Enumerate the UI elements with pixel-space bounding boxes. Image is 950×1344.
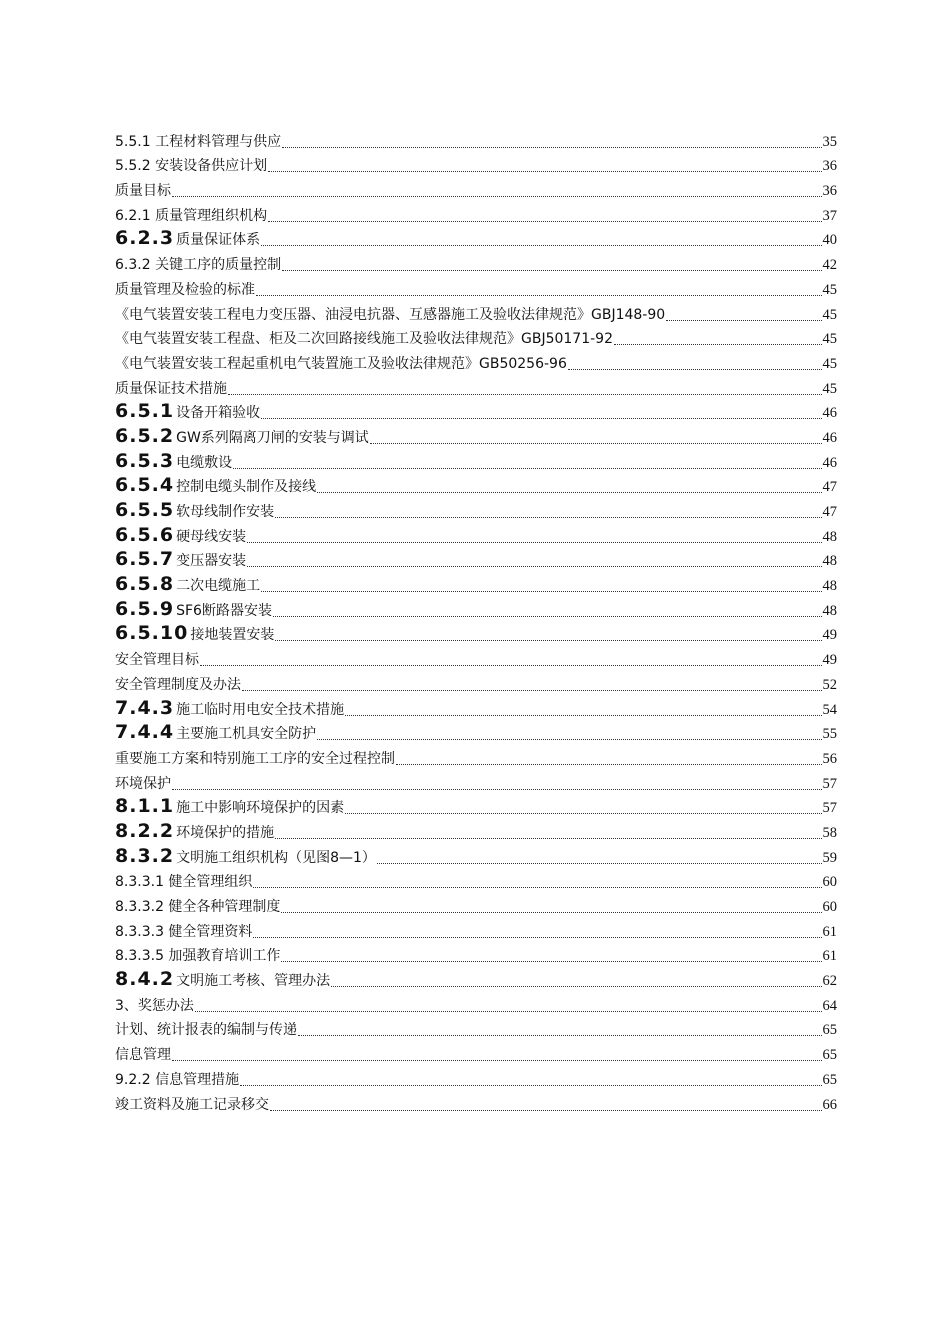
toc-entry-page-number: 48: [822, 528, 837, 545]
toc-entry-text: 8.3.3.1 健全管理组织: [115, 874, 253, 891]
dot-leader: [261, 591, 821, 592]
toc-entry-number: 6.5.1: [115, 400, 175, 423]
toc-entry[interactable]: [115, 325, 837, 350]
toc-entry-title: [115, 132, 281, 152]
toc-entry-page-number: 42: [822, 257, 837, 274]
toc-entry-title: [115, 451, 232, 473]
dot-leader: [261, 418, 821, 419]
toc-entry-page-number: 58: [822, 824, 837, 841]
dot-leader: [396, 764, 822, 765]
dot-leader: [345, 813, 821, 814]
toc-entry-page-number: 54: [822, 701, 837, 718]
toc-entry-title: [115, 922, 252, 942]
toc-entry[interactable]: [115, 152, 837, 177]
toc-entry-title: [115, 623, 274, 645]
toc-entry-title: [115, 354, 567, 374]
toc-entry-page-number: 48: [822, 578, 837, 595]
toc-entry-page-number: 64: [822, 997, 837, 1014]
toc-entry-page-number: 40: [822, 232, 837, 249]
toc-entry-page-number: 46: [822, 405, 837, 422]
toc-entry-title: [115, 280, 255, 300]
toc-entry-title: [115, 897, 280, 917]
toc-entry-page-number: 52: [822, 676, 837, 693]
toc-entry[interactable]: [115, 1090, 837, 1115]
toc-entry-text: 主要施工机具安全防护: [176, 726, 317, 743]
dot-leader: [270, 1110, 822, 1111]
dot-leader: [200, 665, 822, 666]
toc-entry-number: 6.5.5: [115, 499, 175, 521]
toc-entry-text: 环境保护: [115, 775, 171, 792]
toc-entry-text: 质量目标: [115, 183, 171, 200]
dot-leader: [240, 1085, 821, 1086]
toc-entry-text: 计划、统计报表的编制与传递: [115, 1022, 297, 1039]
toc-entry[interactable]: [115, 1040, 837, 1065]
toc-entry-text: 电缆敷设: [176, 454, 233, 471]
toc-entry-page-number: 47: [822, 504, 837, 520]
dot-leader: [253, 937, 821, 938]
toc-entry-number: 6.5.3: [115, 449, 175, 472]
toc-entry-text: 安全管理目标: [115, 652, 199, 669]
toc-entry[interactable]: [115, 522, 837, 547]
toc-entry-page-number: 65: [822, 1022, 837, 1039]
toc-entry-title: [115, 1045, 171, 1065]
toc-entry-title: [115, 946, 280, 966]
toc-entry-text: GW系列隔离刀闸的安装与调试: [176, 429, 369, 446]
toc-entry-page-number: 47: [822, 479, 837, 496]
dot-leader: [233, 468, 821, 469]
toc-entry-page-number: 60: [822, 874, 837, 891]
dot-leader: [273, 616, 822, 617]
toc-entry-page-number: 45: [822, 380, 837, 397]
toc-entry-number: 6.5.9: [115, 597, 175, 620]
toc-entry-text: 文明施工考核、管理办法: [176, 973, 331, 990]
dot-leader: [261, 245, 821, 246]
toc-entry-title: [115, 996, 194, 1016]
toc-entry-text: 二次电缆施工: [176, 578, 261, 595]
toc-entry-number: 7.4.4: [115, 721, 175, 744]
dot-leader: [275, 838, 821, 839]
dot-leader: [282, 270, 821, 271]
toc-entry-text: 安全管理制度及办法: [115, 676, 241, 693]
toc-entry[interactable]: [115, 226, 837, 251]
dot-leader: [256, 295, 822, 296]
toc-entry[interactable]: [115, 250, 837, 275]
toc-entry-page-number: 46: [822, 454, 837, 471]
toc-entry-text: 《电气装置安装工程盘、柜及二次回路接线施工及验收法律规范》GBJ50171-92: [115, 331, 613, 348]
toc-entry-text: SF6断路器安装: [176, 602, 272, 619]
toc-entry-number: 6.5.8: [115, 573, 175, 596]
toc-entry[interactable]: [115, 127, 837, 152]
toc-entry-title: [115, 181, 171, 201]
toc-entry-text: 质量管理及检验的标准: [115, 281, 255, 298]
toc-entry-text: 8.3.3.5 加强教育培训工作: [115, 948, 281, 965]
toc-entry-number: 7.4.3: [115, 696, 175, 719]
toc-entry-number: 6.2.3: [115, 227, 175, 250]
toc-entry-page-number: 46: [822, 429, 837, 446]
toc-entry-text: 质量保证技术措施: [115, 380, 227, 397]
toc-entry-page-number: 45: [822, 331, 837, 348]
toc-entry-number: 6.5.4: [115, 474, 175, 497]
dot-leader: [317, 492, 821, 493]
toc-entry-title: [115, 255, 281, 275]
toc-entry[interactable]: [115, 423, 837, 448]
toc-entry[interactable]: [115, 720, 837, 745]
toc-entry-page-number: 45: [822, 306, 837, 323]
toc-entry-text: 文明施工组织机构（见图8—1）: [176, 849, 376, 866]
toc-entry-title: [115, 379, 227, 399]
toc-entry-title: [115, 599, 272, 621]
dot-leader: [172, 196, 822, 197]
toc-entry-number: 6.5.7: [115, 548, 175, 571]
dot-leader: [242, 690, 822, 691]
toc-entry-page-number: 56: [822, 750, 837, 767]
toc-entry[interactable]: [115, 769, 837, 794]
toc-entry[interactable]: [115, 670, 837, 695]
toc-entry-text: 质量保证体系: [176, 232, 261, 249]
toc-entry[interactable]: [115, 374, 837, 399]
dot-leader: [253, 887, 821, 888]
toc-entry[interactable]: [115, 448, 837, 473]
toc-entry-page-number: 37: [822, 207, 837, 224]
dot-leader: [370, 443, 822, 444]
toc-entry[interactable]: [115, 794, 837, 819]
toc-entry-title: [115, 821, 274, 843]
toc-entry[interactable]: [115, 892, 837, 917]
toc-entry-text: 《电气装置安装工程电力变压器、油浸电抗器、互感器施工及验收法律规范》GBJ148-90: [115, 306, 666, 323]
toc-entry[interactable]: [115, 201, 837, 226]
toc-entry-title: [115, 774, 171, 794]
toc-entry-text: 《电气装置安装工程起重机电气装置施工及验收法律规范》GB50256-96: [115, 355, 567, 372]
toc-entry[interactable]: [115, 966, 837, 991]
toc-entry-title: [115, 401, 260, 423]
toc-entry[interactable]: [115, 349, 837, 374]
toc-entry-page-number: 36: [822, 158, 837, 175]
toc-entry-page-number: 36: [822, 183, 837, 200]
toc-entry-text: 9.2.2 信息管理措施: [115, 1071, 240, 1088]
toc-entry-title: [115, 1070, 239, 1090]
dot-leader: [275, 640, 821, 641]
toc-entry-title: [115, 722, 316, 744]
dot-leader: [282, 147, 821, 148]
toc-entry-page-number: 62: [822, 973, 837, 990]
toc-entry-page-number: 57: [822, 800, 837, 817]
toc-entry-title: [115, 305, 665, 325]
toc-entry[interactable]: [115, 843, 837, 868]
toc-entry-title: [115, 1020, 297, 1040]
dot-leader: [195, 1011, 822, 1012]
toc-entry-page-number: 59: [822, 849, 837, 866]
dot-leader: [268, 221, 821, 222]
toc-entry[interactable]: [115, 1016, 837, 1041]
dot-leader: [172, 1060, 822, 1061]
toc-entry-title: [115, 549, 246, 571]
toc-entry-page-number: 55: [822, 726, 837, 743]
toc-entry-text: 接地装置安装: [190, 627, 275, 644]
toc-entry-text: 信息管理: [115, 1047, 171, 1064]
toc-entry-text: 软母线制作安装: [176, 504, 275, 520]
toc-entry-number: 8.2.2: [115, 819, 175, 842]
toc-entry-page-number: 48: [822, 553, 837, 570]
dot-leader: [228, 394, 822, 395]
toc-entry-title: [115, 426, 369, 448]
toc-entry-text: 3、奖惩办法: [115, 997, 194, 1014]
toc-entry-page-number: 48: [822, 602, 837, 619]
toc-entry-title: [115, 525, 246, 547]
toc-entry-page-number: 60: [822, 899, 837, 915]
toc-entry[interactable]: [115, 917, 837, 942]
toc-entry-page-number: 49: [822, 627, 837, 644]
toc-entry[interactable]: [115, 1065, 837, 1090]
toc-entry-text: 变压器安装: [176, 553, 247, 570]
toc-entry-number: 8.1.1: [115, 795, 175, 818]
toc-entry-number: 6.5.6: [115, 523, 175, 546]
toc-entry[interactable]: [115, 300, 837, 325]
dot-leader: [281, 912, 821, 913]
toc-entry-text: 施工中影响环境保护的因素: [176, 800, 345, 817]
dot-leader: [317, 739, 821, 740]
toc-entry-text: 5.5.1 工程材料管理与供应: [115, 133, 282, 150]
toc-entry-page-number: 49: [822, 652, 837, 669]
toc-entry-number: 6.5.10: [115, 622, 189, 645]
toc-entry[interactable]: [115, 399, 837, 424]
toc-entry[interactable]: [115, 818, 837, 843]
toc-entry-page-number: 57: [822, 775, 837, 792]
toc-entry-text: 重要施工方案和特别施工工序的安全过程控制: [115, 750, 395, 767]
dot-leader: [298, 1035, 822, 1036]
dot-leader: [345, 715, 821, 716]
toc-entry[interactable]: [115, 645, 837, 670]
dot-leader: [377, 863, 822, 864]
toc-entry[interactable]: [115, 473, 837, 498]
toc-entry-title: [115, 969, 330, 991]
toc-entry-page-number: 65: [822, 1047, 837, 1064]
toc-entry-title: [115, 475, 316, 497]
toc-entry[interactable]: [115, 547, 837, 572]
toc-entry[interactable]: [115, 176, 837, 201]
toc-entry[interactable]: [115, 621, 837, 646]
toc-entry-page-number: 61: [822, 923, 837, 940]
toc-entry-title: [115, 206, 267, 226]
toc-entry-title: [115, 228, 260, 250]
dot-leader: [614, 344, 822, 345]
toc-entry-title: [115, 698, 344, 720]
dot-leader: [331, 986, 821, 987]
toc-entry[interactable]: [115, 497, 837, 522]
toc-entry-text: 5.5.2 安装设备供应计划: [115, 158, 268, 175]
toc-entry-text: 施工临时用电安全技术措施: [176, 701, 345, 718]
dot-leader: [268, 171, 821, 172]
toc-entry-text: 8.3.3.3 健全管理资料: [115, 923, 253, 940]
dot-leader: [172, 789, 822, 790]
toc-entry-title: [115, 156, 267, 176]
dot-leader: [666, 320, 821, 321]
toc-entry-title: [115, 1095, 269, 1115]
toc-entry-text: 硬母线安装: [176, 528, 247, 545]
toc-entry-title: [115, 574, 260, 596]
toc-entry-title: [115, 675, 241, 695]
toc-entry[interactable]: [115, 275, 837, 300]
toc-entry-page-number: 35: [822, 133, 837, 150]
toc-entry[interactable]: [115, 571, 837, 596]
dot-leader: [275, 517, 821, 518]
toc-entry-number: 8.3.2: [115, 844, 175, 867]
toc-entry-title: [115, 749, 395, 769]
toc-entry[interactable]: [115, 942, 837, 967]
toc-entry-text: 8.3.3.2 健全各种管理制度: [115, 899, 281, 915]
dot-leader: [247, 566, 821, 567]
toc-entry-page-number: 45: [822, 281, 837, 298]
toc-entry[interactable]: [115, 596, 837, 621]
toc-entry-number: 6.5.2: [115, 424, 175, 447]
dot-leader: [568, 369, 822, 370]
toc-entry-page-number: 65: [822, 1071, 837, 1088]
toc-entry-title: [115, 796, 344, 818]
toc-entry[interactable]: [115, 868, 837, 893]
dot-leader: [247, 542, 821, 543]
table-of-contents: [115, 127, 837, 1115]
toc-entry-text: 设备开箱验收: [176, 405, 261, 422]
toc-entry-text: 6.2.1 质量管理组织机构: [115, 207, 268, 224]
toc-entry-title: [115, 329, 613, 349]
toc-entry[interactable]: [115, 695, 837, 720]
toc-entry-page-number: 45: [822, 355, 837, 372]
dot-leader: [281, 961, 821, 962]
toc-entry-text: 竣工资料及施工记录移交: [115, 1096, 269, 1113]
toc-entry-number: 8.4.2: [115, 968, 175, 991]
toc-entry-text: 6.3.2 关键工序的质量控制: [115, 257, 282, 274]
toc-entry-title: [115, 650, 199, 670]
toc-entry[interactable]: [115, 991, 837, 1016]
toc-entry-title: [115, 846, 376, 868]
toc-entry-title: [115, 872, 252, 892]
toc-entry-title: [115, 500, 274, 522]
toc-entry[interactable]: [115, 744, 837, 769]
toc-entry-page-number: 61: [822, 948, 837, 965]
toc-entry-text: 环境保护的措施: [176, 824, 275, 841]
toc-entry-text: 控制电缆头制作及接线: [176, 479, 317, 496]
toc-entry-page-number: 66: [822, 1096, 837, 1113]
